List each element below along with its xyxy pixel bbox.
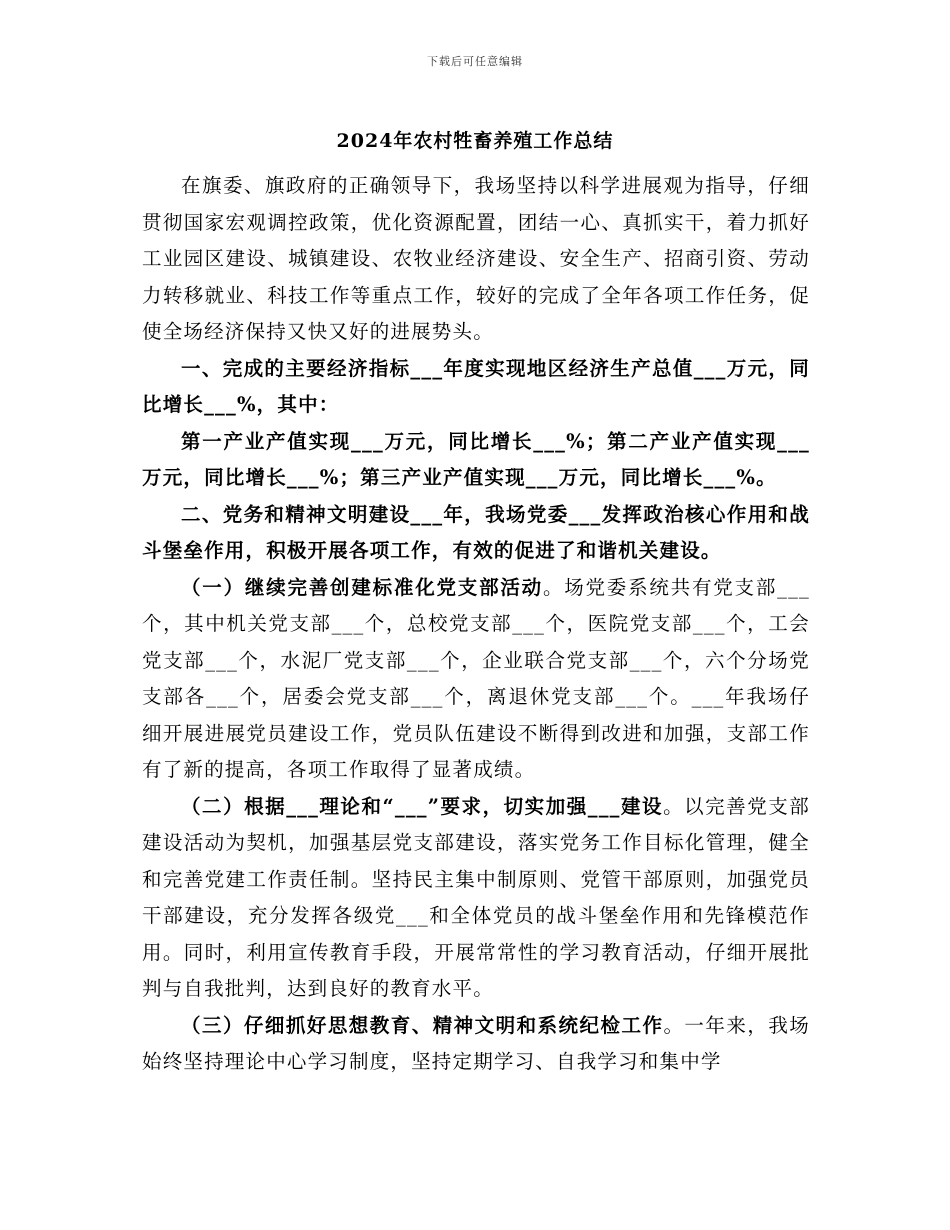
document-title: 2024年农村牲畜养殖工作总结: [336, 130, 614, 152]
section-2-heading: （二）根据___理论和“___”要求，切实加强___建设: [181, 794, 664, 818]
paragraph-section-2: [142, 789, 810, 1008]
document-body: [142, 168, 810, 1081]
paragraph-party-affairs: [142, 497, 810, 570]
section-1-text: 。场党委系统共有党支部___个，其中机关党支部___个，总校党支部___个，医院党支部___个，工会党支部___个，水泥厂党支部___个，企业联合党支部___个，六个分场党支部各___个，居委会党支部___个，离退休党支部___个。___年我场仔细开展进展党员建设工作，党员队伍建设不断得到改进和加强，支部工作有了新的提高，各项工作取得了显著成绩。: [142, 575, 810, 781]
section-2-text: 。以完善党支部建设活动为契机，加强基层党支部建设，落实党务工作目标化管理，健全和完善党建工作责任制。坚持民主集中制原则、党管干部原则，加强党员干部建设，充分发挥各级党___和全体党员的战斗堡垒作用和先锋模范作用。同时，利用宣传教育手段，开展常常性的学习教育活动，仔细开展批判与自我批判，达到良好的教育水平。: [142, 794, 810, 1000]
section-3-text: 。一年来，我场始终坚持理论中心学习制度，坚持定期学习、自我学习和集中学: [142, 1013, 810, 1073]
paragraph-economic-indicators: [142, 351, 810, 424]
section-3-heading: （三）仔细抓好思想教育、精神文明和系统纪检工作: [181, 1013, 664, 1037]
paragraph-industry-output: [142, 424, 810, 497]
paragraph-intro: [142, 168, 810, 351]
paragraph-party-affairs-text: 二、党务和精神文明建设___年，我场党委___发挥政治核心作用和战斗堡垒作用，积极开展各项工作，有效的促进了和谐机关建设。: [142, 502, 810, 562]
paragraph-industry-output-text: 第一产业产值实现___万元，同比增长___%；第二产业产值实现___万元，同比增长___%；第三产业产值实现___万元，同比增长___%。: [142, 429, 810, 489]
section-1-heading: （一）继续完善创建标准化党支部活动: [181, 575, 543, 599]
paragraph-section-1: [142, 570, 810, 789]
paragraph-section-3: [142, 1008, 810, 1081]
paragraph-economic-indicators-text: 一、完成的主要经济指标___年度实现地区经济生产总值___万元，同比增长___%，其中：: [142, 356, 810, 416]
header-note: 下载后可任意编辑: [427, 55, 523, 68]
paragraph-intro-text: 在旗委、旗政府的正确领导下，我场坚持以科学进展观为指导，仔细贯彻国家宏观调控政策，优化资源配置，团结一心、真抓实干，着力抓好工业园区建设、城镇建设、农牧业经济建设、安全生产、招商引资、劳动力转移就业、科技工作等重点工作，较好的完成了全年各项工作任务，促使全场经济保持又快又好的进展势头。: [142, 174, 810, 343]
